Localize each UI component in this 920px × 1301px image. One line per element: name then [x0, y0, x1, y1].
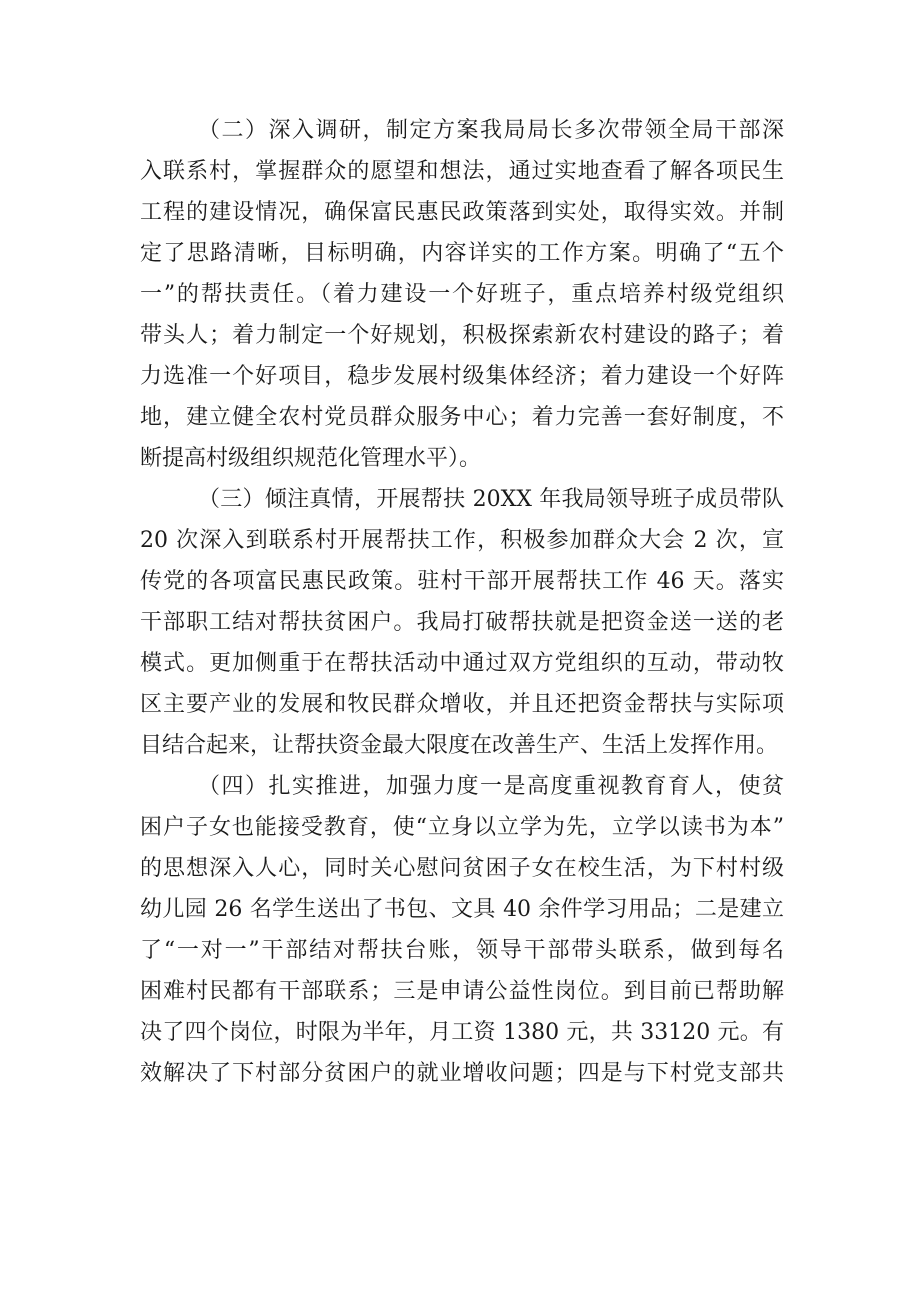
paragraph-3-line-1: （三）倾注真情，开展帮扶 20XX 年我局领导班子成员带队	[198, 487, 784, 512]
paragraph-4-line-3: 的思想深入人心，同时关心慰问贫困子女在校生活，为下村村级	[140, 856, 784, 881]
paragraph-2-line-6: 带头人；着力制定一个好规划，积极探索新农村建设的路子；着	[140, 323, 784, 348]
paragraph-3-line-7: 目结合起来，让帮扶资金最大限度在改善生产、生活上发挥作用。	[140, 733, 779, 758]
paragraph-4-line-1: （四）扎实推进，加强力度一是高度重视教育育人，使贫	[198, 774, 784, 799]
paragraph-3-line-6: 区主要产业的发展和牧民群众增收，并且还把资金帮扶与实际项	[140, 692, 784, 717]
paragraph-3-line-2: 20 次深入到联系村开展帮扶工作，积极参加群众大会 2 次，宣	[140, 528, 784, 553]
paragraph-4-line-8: 效解决了下村部分贫困户的就业增收问题；四是与下村党支部共	[140, 1061, 784, 1086]
paragraph-2-line-1: （二）深入调研，制定方案我局局长多次带领全局干部深	[198, 118, 784, 143]
paragraph-4-line-7: 决了四个岗位，时限为半年，月工资 1380 元，共 33120 元。有	[140, 1020, 784, 1045]
paragraph-4-line-5: 了“一对一”干部结对帮扶台账，领导干部带头联系，做到每名	[140, 938, 784, 963]
paragraph-3-line-3: 传党的各项富民惠民政策。驻村干部开展帮扶工作 46 天。落实	[140, 569, 784, 594]
paragraph-2-line-7: 力选准一个好项目，稳步发展村级集体经济；着力建设一个好阵	[140, 364, 784, 389]
paragraph-2-line-5: 一”的帮扶责任。（着力建设一个好班子，重点培养村级党组织	[140, 282, 784, 307]
paragraph-2-line-3: 工程的建设情况，确保富民惠民政策落到实处，取得实效。并制	[140, 200, 784, 225]
paragraph-2-line-9: 断提高村级组织规范化管理水平）。	[140, 446, 482, 471]
document-body	[140, 112, 784, 1096]
paragraph-2-line-2: 入联系村，掌握群众的愿望和想法，通过实地查看了解各项民生	[140, 159, 784, 184]
paragraph-4-line-4: 幼儿园 26 名学生送出了书包、文具 40 余件学习用品；二是建立	[140, 897, 784, 922]
paragraph-4-line-2: 困户子女也能接受教育，使“立身以立学为先，立学以读书为本”	[140, 815, 784, 840]
paragraph-3-line-5: 模式。更加侧重于在帮扶活动中通过双方党组织的互动，带动牧	[140, 651, 784, 676]
paragraph-4-line-6: 困难村民都有干部联系；三是申请公益性岗位。到目前已帮助解	[140, 979, 784, 1004]
paragraph-2-line-4: 定了思路清晰，目标明确，内容详实的工作方案。明确了“五个	[140, 241, 784, 266]
paragraph-3-line-4: 干部职工结对帮扶贫困户。我局打破帮扶就是把资金送一送的老	[140, 610, 784, 635]
paragraph-2-line-8: 地，建立健全农村党员群众服务中心；着力完善一套好制度，不	[140, 405, 784, 430]
